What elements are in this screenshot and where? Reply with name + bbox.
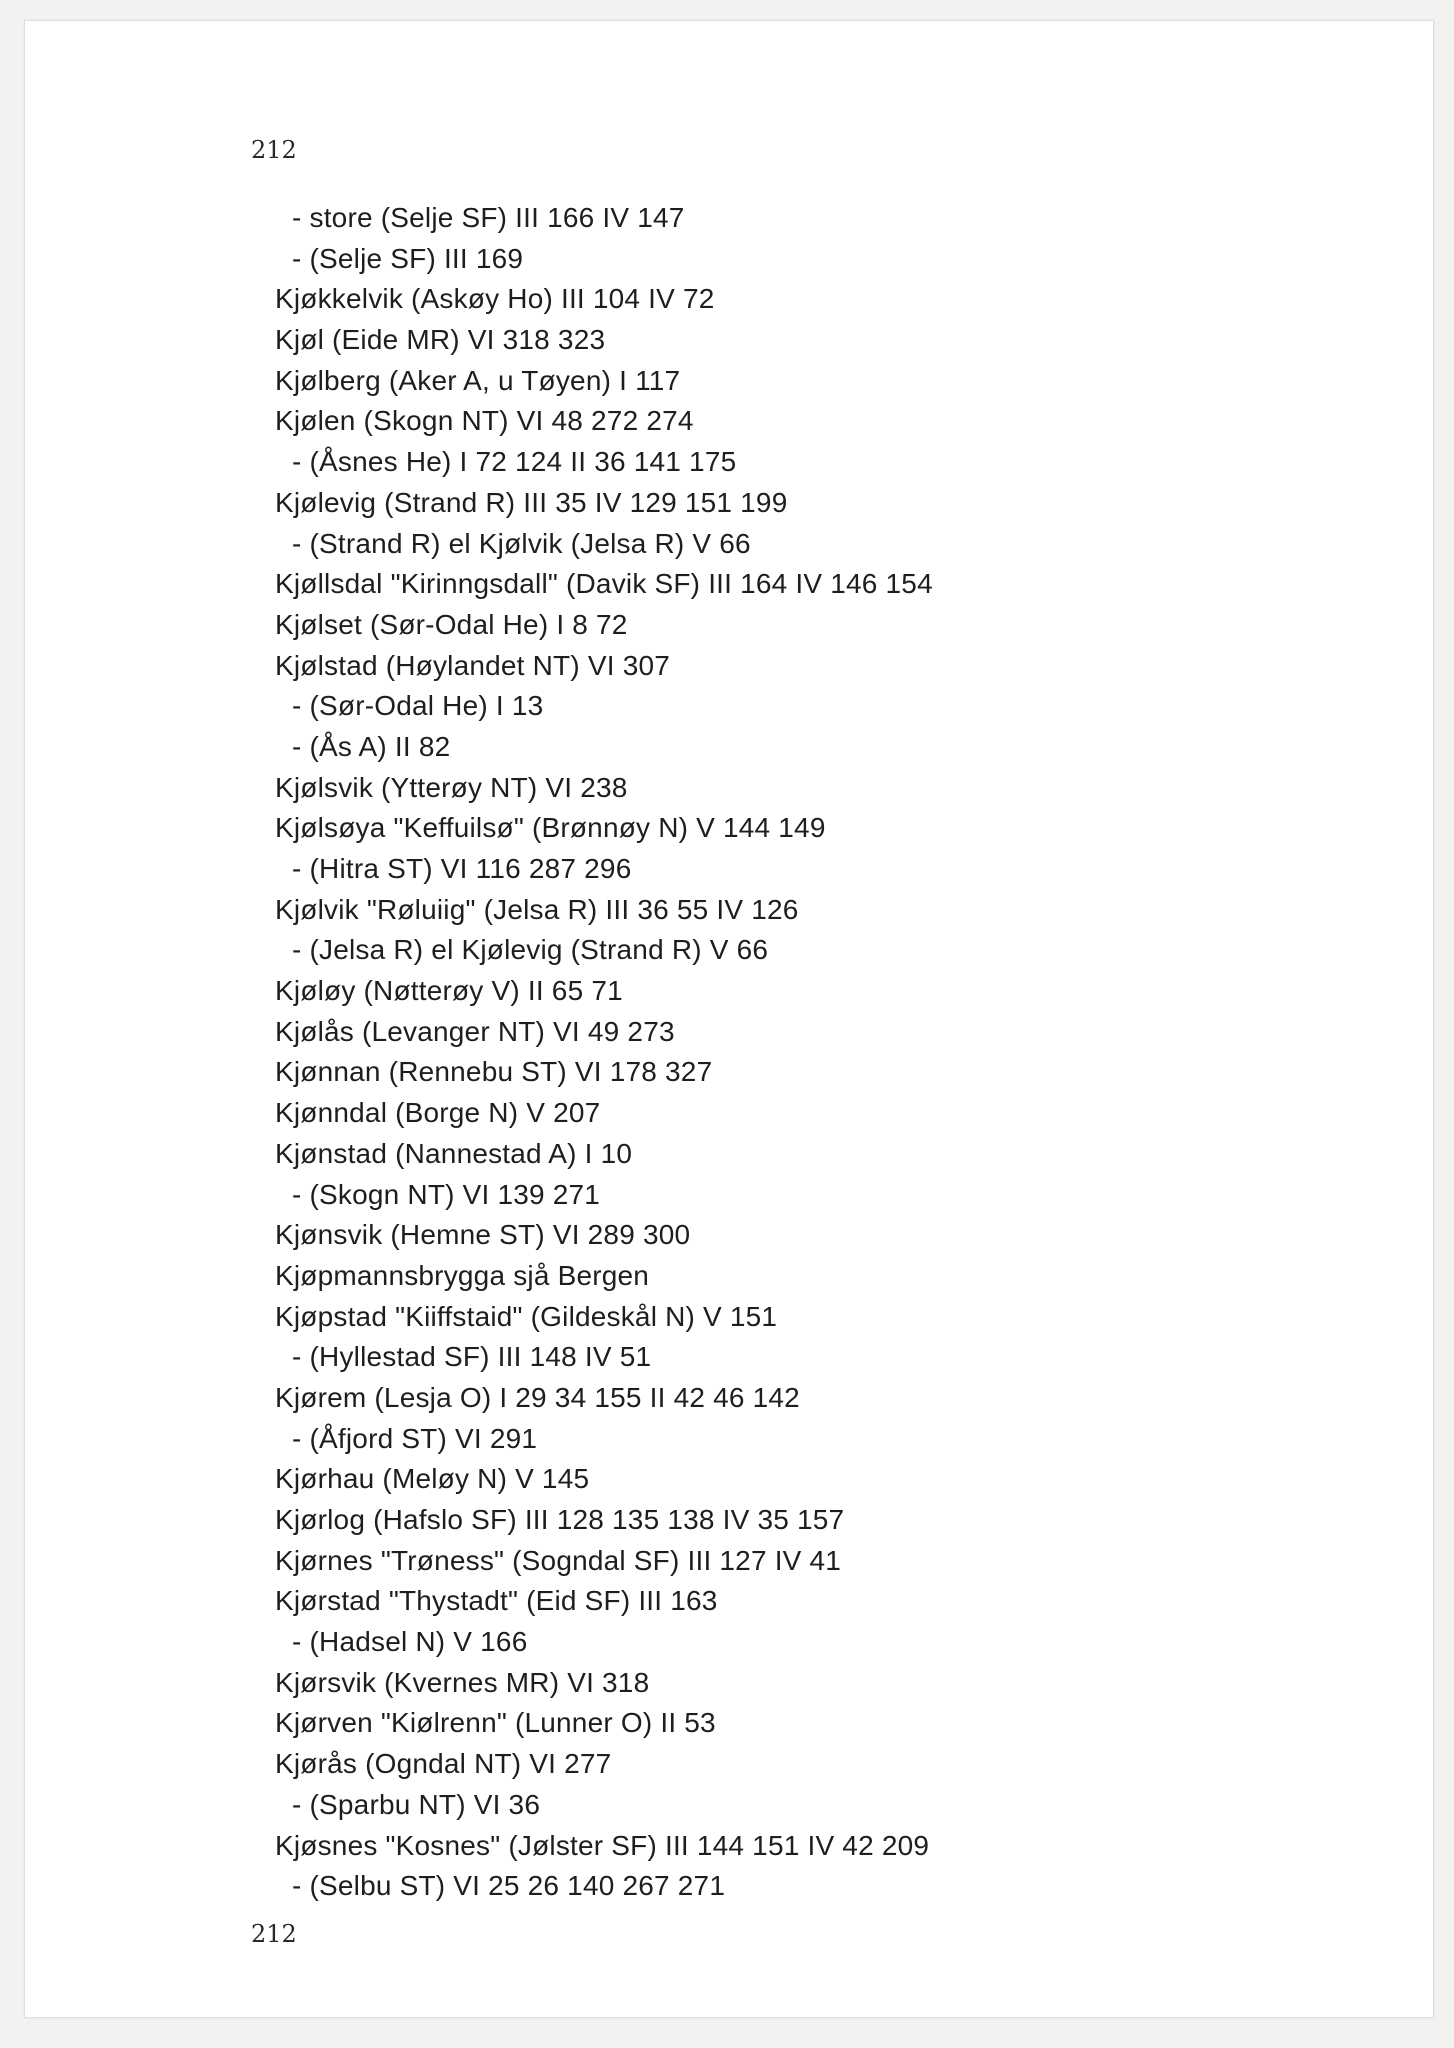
index-subentry: - (Ås A) II 82 <box>292 730 451 762</box>
index-subentry: - (Åsnes He) I 72 124 II 36 141 175 <box>292 446 737 478</box>
index-entry: Kjørnes "Trøness" (Sogndal SF) III 127 IV 41 <box>275 1544 842 1576</box>
index-entry: Kjølås (Levanger NT) VI 49 273 <box>275 1015 675 1047</box>
index-entry: Kjørhau (Meløy N) V 145 <box>275 1463 590 1495</box>
index-subentry: - (Strand R) el Kjølvik (Jelsa R) V 66 <box>292 527 751 559</box>
index-entry: Kjønsvik (Hemne ST) VI 289 300 <box>275 1219 691 1251</box>
index-entry: Kjøløy (Nøtterøy V) II 65 71 <box>275 975 623 1007</box>
index-entry: Kjønnan (Rennebu ST) VI 178 327 <box>275 1056 713 1088</box>
index-subentry: - (Skogn NT) VI 139 271 <box>292 1178 601 1210</box>
index-subentry: - (Åfjord ST) VI 291 <box>292 1422 538 1454</box>
index-entry: Kjølvik "Røluiig" (Jelsa R) III 36 55 IV 126 <box>275 893 799 925</box>
index-entry: Kjøpstad "Kiiffstaid" (Gildeskål N) V 151 <box>275 1300 778 1332</box>
index-entry: Kjørven "Kiølrenn" (Lunner O) II 53 <box>275 1707 716 1739</box>
index-entry: Kjøllsdal "Kirinngsdall" (Davik SF) III 164 IV 146 154 <box>275 568 933 600</box>
index-subentry: - (Hyllestad SF) III 148 IV 51 <box>292 1341 652 1373</box>
index-entry: Kjøl (Eide MR) VI 318 323 <box>275 324 606 356</box>
index-subentry: - (Selje SF) III 169 <box>292 242 524 274</box>
index-entry: Kjørem (Lesja O) I 29 34 155 II 42 46 142 <box>275 1381 800 1413</box>
index-subentry: - (Jelsa R) el Kjølevig (Strand R) V 66 <box>292 934 769 966</box>
index-entry: Kjølsvik (Ytterøy NT) VI 238 <box>275 771 628 803</box>
index-entry: Kjønstad (Nannestad A) I 10 <box>275 1137 633 1169</box>
index-entry: Kjønndal (Borge N) V 207 <box>275 1097 601 1129</box>
index-entry: Kjølberg (Aker A, u Tøyen) I 117 <box>275 364 681 396</box>
index-subentry: - (Sør-Odal He) I 13 <box>292 690 544 722</box>
index-subentry: - (Sparbu NT) VI 36 <box>292 1788 541 1820</box>
index-entry: Kjørlog (Hafslo SF) III 128 135 138 IV 35 157 <box>275 1504 845 1535</box>
index-subentry: - (Selbu ST) VI 25 26 140 267 271 <box>292 1870 726 1902</box>
index-entry: Kjølevig (Strand R) III 35 IV 129 151 199 <box>275 486 788 518</box>
index-entry: Kjøpmannsbrygga sjå Bergen <box>275 1259 650 1291</box>
page-number-top: 212 <box>251 136 297 164</box>
index-entry-list <box>275 198 1375 1907</box>
index-entry: Kjøkkelvik (Askøy Ho) III 104 IV 72 <box>275 283 715 315</box>
index-subentry: - store (Selje SF) III 166 IV 147 <box>292 202 685 233</box>
index-entry: Kjørstad "Thystadt" (Eid SF) III 163 <box>275 1585 718 1617</box>
index-entry: Kjølen (Skogn NT) VI 48 272 274 <box>275 405 694 437</box>
index-subentry: - (Hitra ST) VI 116 287 296 <box>292 853 632 884</box>
index-entry: Kjørsvik (Kvernes MR) VI 318 <box>275 1666 650 1698</box>
index-entry: Kjøsnes "Kosnes" (Jølster SF) III 144 151 IV 42 209 <box>275 1829 930 1861</box>
index-entry: Kjølsøya "Keffuilsø" (Brønnøy N) V 144 149 <box>275 812 826 844</box>
page-number-bottom: 212 <box>251 1920 297 1948</box>
index-subentry: - (Hadsel N) V 166 <box>292 1626 528 1658</box>
index-entry: Kjørås (Ogndal NT) VI 277 <box>275 1748 612 1780</box>
index-entry: Kjølset (Sør-Odal He) I 8 72 <box>275 608 628 640</box>
index-entry: Kjølstad (Høylandet NT) VI 307 <box>275 649 671 681</box>
